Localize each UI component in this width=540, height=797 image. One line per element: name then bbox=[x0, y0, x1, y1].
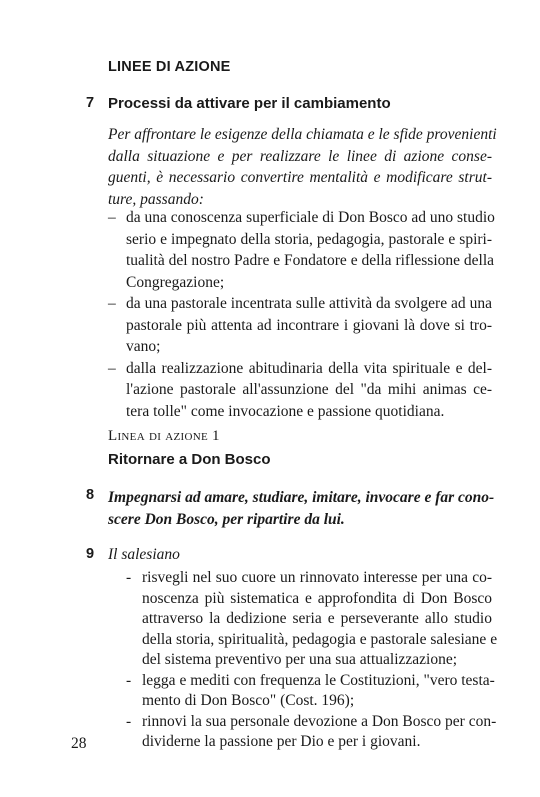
text-line: dividerne la passione per Dio e per i giovani. bbox=[142, 733, 421, 750]
text-line: risvegli nel suo cuore un rinnovato interesse per una co- bbox=[142, 569, 492, 586]
section-title: LINEE DI AZIONE bbox=[108, 59, 231, 75]
list-item bbox=[126, 712, 497, 753]
dash-marker: – bbox=[108, 295, 116, 312]
item-8-text bbox=[108, 487, 495, 530]
item-7-number: 7 bbox=[86, 95, 95, 111]
text-line: da una pastorale incentrata sulle attività da svolgere ad una bbox=[126, 295, 492, 312]
item-7-intro bbox=[108, 124, 497, 210]
intro-line: dalla situazione e per realizzare le linee di azione conse- bbox=[108, 147, 492, 165]
intro-line: Per affrontare le esigenze della chiamata e le sfide provenienti bbox=[108, 126, 497, 143]
dash-marker: - bbox=[126, 569, 132, 586]
item-8-number: 8 bbox=[86, 487, 95, 503]
dash-marker: – bbox=[108, 359, 116, 377]
text-line: mento di Don Bosco" (Cost. 196); bbox=[142, 692, 355, 709]
text-line: pastorale più attenta ad incontrare i giovani là dove si tro- bbox=[126, 316, 492, 334]
text-line: noscenza più sistematica e approfondita di Don Bosco bbox=[142, 589, 492, 607]
intro-line: ture, passando: bbox=[108, 190, 204, 208]
item-9-label: Il salesiano bbox=[108, 546, 180, 563]
text-line: dalla realizzazione abitudinaria della vita spirituale e del- bbox=[126, 359, 492, 377]
intro-line: guenti, è necessario convertire mentalità e modificare strut- bbox=[108, 169, 492, 186]
list-item bbox=[108, 358, 492, 423]
item-7-points bbox=[108, 207, 495, 422]
text-line: Congregazione; bbox=[126, 273, 225, 291]
text-line: del sistema preventivo per una sua attualizzazione; bbox=[142, 651, 458, 668]
item-9-number: 9 bbox=[86, 546, 95, 562]
text-line: serio e impegnato della storia, pedagogia, pastorale e spiri- bbox=[126, 230, 492, 248]
dash-marker: - bbox=[126, 671, 132, 689]
list-item bbox=[108, 207, 495, 293]
dash-marker: - bbox=[126, 712, 132, 730]
text-line: tualità del nostro Padre e Fondatore e della riflessione della bbox=[126, 252, 495, 269]
list-item bbox=[126, 568, 498, 671]
linea-title: Ritornare a Don Bosco bbox=[108, 451, 271, 468]
text-line: Impegnarsi ad amare, studiare, imitare, invocare e far cono- bbox=[108, 489, 495, 506]
item-9-points bbox=[126, 568, 498, 753]
text-line: da una conoscenza superficiale di Don Bosco ad uno studio bbox=[126, 209, 495, 226]
text-line: scere Don Bosco, per ripartire da lui. bbox=[108, 510, 345, 528]
page-number: 28 bbox=[71, 735, 87, 752]
text-line: vano; bbox=[126, 338, 161, 355]
text-line: della storia, spiritualità, pedagogia e pastorale salesiane e bbox=[142, 630, 498, 648]
dash-marker: – bbox=[108, 209, 116, 226]
text-line: tera tolle" come invocazione e passione quotidiana. bbox=[126, 402, 445, 420]
item-7-title: Processi da attivare per il cambiamento bbox=[108, 95, 391, 112]
list-item bbox=[126, 671, 495, 712]
list-item bbox=[108, 293, 492, 358]
text-line: attraverso la dedizione seria e perseverante allo studio bbox=[142, 610, 492, 627]
text-line: legga e mediti con frequenza le Costituzioni, "vero testa- bbox=[142, 671, 495, 689]
text-line: l'azione pastorale all'assunzione del "da mihi animas ce- bbox=[126, 381, 492, 398]
linea-label: Linea di azione 1 bbox=[108, 428, 220, 444]
text-line: rinnovi la sua personale devozione a Don Bosco per con- bbox=[142, 712, 497, 730]
